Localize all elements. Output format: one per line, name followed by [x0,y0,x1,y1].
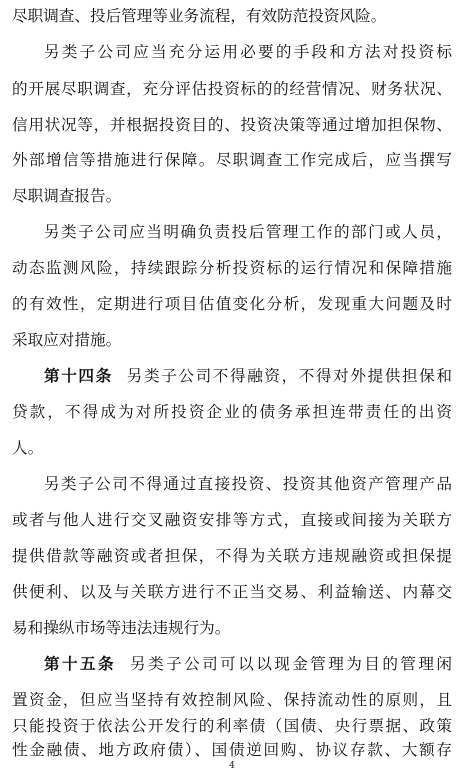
text-line: 的有效性，定期进行项目估值变化分析，发现重大问题及时 [12,295,452,313]
article-14-text: 另类子公司不得融资，不得对外提供担保和 [126,367,452,385]
text-line: 易和操纵市场等违法违规行为。 [12,619,231,637]
text-line: 另类子公司应当充分运用必要的手段和方法对投资标 [44,43,452,61]
text-line: 采取应对措施。 [12,331,122,349]
text-line: 提供借款等融资或者担保，不得为关联方违规融资或担保提 [12,547,452,565]
text-line: 尽职调查、投后管理等业务流程，有效防范投资风险。 [12,7,387,25]
text-line: 尽职调查报告。 [12,187,122,205]
article-15-line [44,654,452,674]
article-15-text: 另类子公司可以以现金管理为目的管理闲 [130,655,452,673]
text-line: 置资金，但应当坚持有效控制风险、保持流动性的原则，且 [12,691,452,709]
text-line: 信用状况等，并根据投资目的、投资决策等通过增加担保物、 [12,116,452,134]
article-15-label: 第十五条 [44,655,117,673]
text-line: 性金融债、地方政府债）、国债逆回购、协议存款、大额存 [12,741,452,759]
text-line: 动态监测风险，持续跟踪分析投资标的运行情况和保障措施 [12,259,452,277]
text-line: 另类子公司不得通过直接投资、投资其他资产管理产品 [44,475,452,493]
text-line: 贷款，不得成为对所投资企业的债务承担连带责任的出资 [12,403,452,421]
article-14-line [44,366,452,386]
page-number: 4 [229,761,235,771]
text-line: 或者与他人进行交叉融资安排等方式，直接或间接为关联方 [12,511,452,529]
text-line: 人。 [12,439,44,457]
text-line: 供便利、以及与关联方进行不正当交易、利益输送、内幕交 [12,583,452,601]
text-line: 外部增信等措施进行保障。尽职调查工作完成后，应当撰写 [12,151,452,169]
article-14-label: 第十四条 [44,367,113,385]
text-line: 只能投资于依法公开发行的利率债（国债、央行票据、政策 [12,717,452,735]
text-line: 的开展尽职调查，充分评估投资标的的经营情况、财务状况、 [12,80,452,98]
text-line: 另类子公司应当明确负责投后管理工作的部门或人员， [44,223,452,241]
